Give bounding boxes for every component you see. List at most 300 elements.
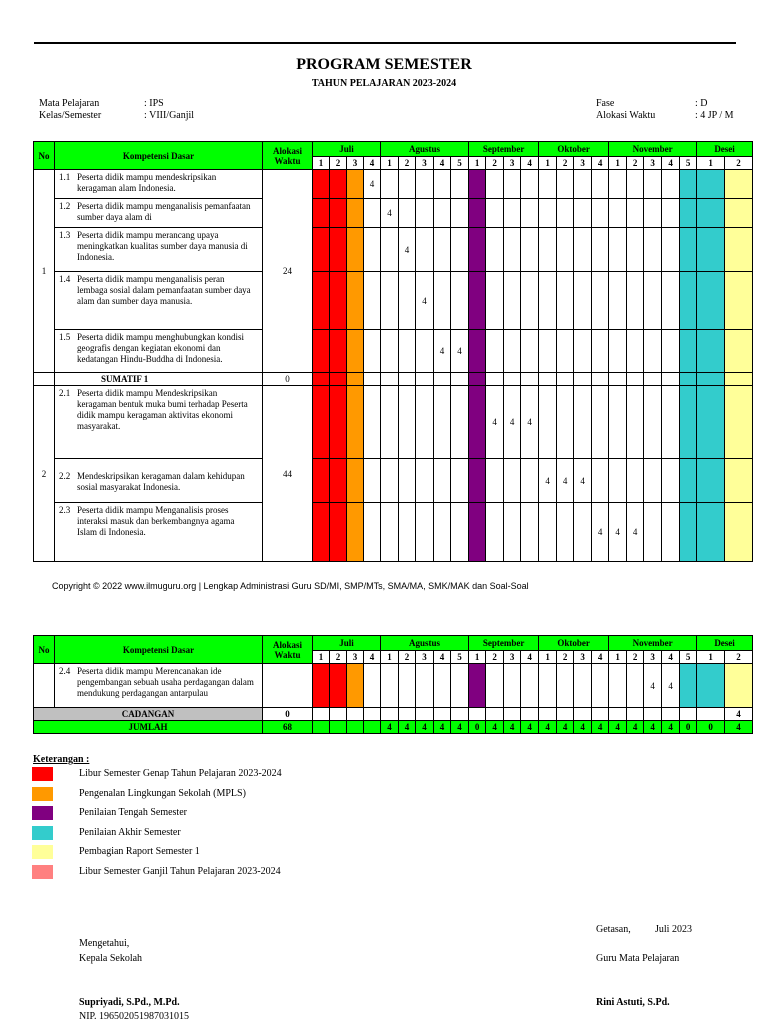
header-week: 2: [557, 157, 574, 170]
week-cell: [486, 272, 504, 330]
week-cell: [697, 228, 725, 272]
week-cell: 4: [662, 664, 680, 708]
week-cell: [330, 503, 347, 562]
week-cell: [592, 330, 609, 373]
header-week: 1: [539, 651, 557, 664]
header-week: 1: [381, 157, 399, 170]
week-cell: [697, 664, 725, 708]
header-week: 2: [725, 651, 753, 664]
week-cell: [486, 170, 504, 199]
table-row: [34, 228, 753, 272]
header-month: September: [469, 142, 539, 157]
week-cell: 4: [451, 330, 469, 373]
week-cell: [609, 459, 627, 503]
week-cell: [680, 664, 697, 708]
header-week: 1: [609, 157, 627, 170]
header-week: 2: [330, 651, 347, 664]
week-cell: [592, 459, 609, 503]
header-week: 4: [521, 157, 539, 170]
week-cell: [697, 373, 725, 386]
week-cell: [486, 199, 504, 228]
program-table-2: [33, 635, 753, 734]
week-cell: [416, 199, 434, 228]
week-cell: [347, 170, 364, 199]
week-cell: [504, 228, 521, 272]
week-cell: [416, 170, 434, 199]
header-month: Juli: [313, 636, 381, 651]
week-cell: [680, 170, 697, 199]
header-week: 5: [680, 157, 697, 170]
week-cell: [662, 386, 680, 459]
week-cell: 4: [592, 503, 609, 562]
sumatif-value: 0: [263, 373, 313, 386]
header-week: 1: [469, 157, 486, 170]
kd-cell: [55, 170, 263, 199]
week-cell: [381, 459, 399, 503]
week-cell: [644, 199, 662, 228]
week-cell: [627, 708, 644, 721]
top-rule: [34, 42, 736, 44]
week-cell: [680, 272, 697, 330]
header-week: 4: [592, 157, 609, 170]
week-cell: [644, 272, 662, 330]
alokasi-value: : 4 JP / M: [695, 110, 734, 121]
week-cell: [434, 170, 451, 199]
jumlah-week: 4: [416, 721, 434, 734]
header-alokasi: Alokasi Waktu: [263, 636, 313, 664]
header-week: 1: [313, 651, 330, 664]
week-cell: [504, 170, 521, 199]
week-cell: [557, 373, 574, 386]
week-cell: [434, 228, 451, 272]
copyright-text: Copyright © 2022 www.ilmuguru.org | Lengkap Administrasi Guru SD/MI, SMP/MTs, SMA/MA, SMK/MAK dan Soal-Soal: [52, 581, 529, 591]
week-cell: [381, 228, 399, 272]
kd-cell: [55, 199, 263, 228]
week-cell: [627, 459, 644, 503]
week-cell: [592, 373, 609, 386]
week-cell: 4: [609, 503, 627, 562]
week-cell: [330, 664, 347, 708]
week-cell: [662, 373, 680, 386]
week-cell: [469, 386, 486, 459]
week-cell: [539, 170, 557, 199]
jumlah-week: 4: [521, 721, 539, 734]
week-cell: [347, 459, 364, 503]
week-cell: [381, 386, 399, 459]
header-week: 3: [504, 157, 521, 170]
week-cell: [416, 228, 434, 272]
jumlah-week: 4: [539, 721, 557, 734]
week-cell: [627, 272, 644, 330]
header-week: 1: [609, 651, 627, 664]
kd-number: 1.1: [59, 172, 71, 182]
week-cell: [330, 373, 347, 386]
legend-swatch: [32, 865, 53, 879]
week-cell: [662, 708, 680, 721]
week-cell: [644, 503, 662, 562]
week-cell: [347, 664, 364, 708]
week-cell: [627, 386, 644, 459]
week-cell: [504, 503, 521, 562]
jumlah-week: 4: [451, 721, 469, 734]
week-cell: [416, 373, 434, 386]
kd-number: 2.3: [59, 505, 71, 515]
header-week: 4: [662, 157, 680, 170]
week-cell: [574, 386, 592, 459]
week-cell: [725, 228, 753, 272]
legend-swatch: [32, 787, 53, 801]
header-week: 1: [313, 157, 330, 170]
week-cell: [347, 272, 364, 330]
week-cell: [399, 330, 416, 373]
week-cell: [609, 228, 627, 272]
legend-label: Pengenalan Lingkungan Sekolah (MPLS): [79, 787, 246, 799]
week-cell: [697, 386, 725, 459]
week-cell: [521, 272, 539, 330]
week-cell: [347, 228, 364, 272]
kd-number: 1.3: [59, 230, 71, 240]
header-row-months: [34, 636, 753, 651]
cadangan-row: [34, 708, 753, 721]
week-cell: [627, 664, 644, 708]
week-cell: 4: [434, 330, 451, 373]
week-cell: [399, 664, 416, 708]
header-no: No: [34, 142, 55, 170]
week-cell: [364, 386, 381, 459]
week-cell: [469, 272, 486, 330]
week-cell: [627, 170, 644, 199]
week-cell: [416, 459, 434, 503]
jumlah-row: [34, 721, 753, 734]
week-cell: [574, 199, 592, 228]
week-cell: [330, 708, 347, 721]
week-cell: [347, 373, 364, 386]
week-cell: [330, 170, 347, 199]
header-week: 3: [347, 651, 364, 664]
page-title: PROGRAM SEMESTER: [296, 56, 472, 73]
header-week: 5: [451, 157, 469, 170]
header-month: November: [609, 636, 697, 651]
header-week: 2: [725, 157, 753, 170]
week-cell: [469, 330, 486, 373]
week-cell: [347, 199, 364, 228]
week-cell: [662, 170, 680, 199]
week-cell: [521, 199, 539, 228]
week-cell: [313, 228, 330, 272]
week-cell: [313, 330, 330, 373]
week-cell: [451, 373, 469, 386]
header-week: 2: [399, 157, 416, 170]
table-row: [34, 199, 753, 228]
week-cell: 4: [644, 664, 662, 708]
header-week: 2: [399, 651, 416, 664]
week-cell: [434, 459, 451, 503]
week-cell: [469, 199, 486, 228]
week-cell: 4: [416, 272, 434, 330]
week-cell: [313, 170, 330, 199]
week-cell: [680, 708, 697, 721]
week-cell: [680, 228, 697, 272]
cadangan-label: CADANGAN: [34, 708, 263, 721]
week-cell: 4: [486, 386, 504, 459]
week-cell: [557, 503, 574, 562]
legend-label: Penilaian Tengah Semester: [79, 807, 187, 818]
table-row: [34, 170, 753, 199]
week-cell: [521, 170, 539, 199]
week-cell: [644, 386, 662, 459]
sumatif-no: [34, 373, 55, 386]
header-week: 4: [592, 651, 609, 664]
week-cell: [469, 373, 486, 386]
week-cell: [539, 272, 557, 330]
week-cell: [399, 708, 416, 721]
header-month: Oktober: [539, 636, 609, 651]
week-cell: [330, 228, 347, 272]
week-cell: [434, 199, 451, 228]
week-cell: [434, 373, 451, 386]
week-cell: [557, 170, 574, 199]
week-cell: [697, 503, 725, 562]
sumatif-row: [34, 373, 753, 386]
week-cell: [592, 199, 609, 228]
week-cell: [627, 373, 644, 386]
kd-text: Mendeskripsikan keragaman dalam kehidupan sosial masyarakat Indonesia.: [77, 470, 245, 492]
legend-title: Keterangan :: [33, 754, 90, 765]
week-cell: [574, 330, 592, 373]
week-cell: [364, 708, 381, 721]
week-cell: [592, 170, 609, 199]
kd-cell: [55, 330, 263, 373]
week-cell: [313, 386, 330, 459]
header-week: 4: [662, 651, 680, 664]
kd-cell: [55, 386, 263, 459]
header-month: September: [469, 636, 539, 651]
week-cell: [399, 459, 416, 503]
table-row: [34, 272, 753, 330]
week-cell: [313, 708, 330, 721]
header-week: 4: [434, 157, 451, 170]
legend-label: Penilaian Akhir Semester: [79, 826, 181, 838]
week-cell: [451, 386, 469, 459]
meta-left: [39, 98, 194, 122]
header-month: Desei: [697, 636, 753, 651]
header-week: 2: [486, 651, 504, 664]
week-cell: [539, 373, 557, 386]
header-week: 2: [330, 157, 347, 170]
week-cell: [627, 228, 644, 272]
week-cell: 4: [504, 386, 521, 459]
kd-cell: [55, 272, 263, 330]
week-cell: [539, 228, 557, 272]
jumlah-week: 4: [609, 721, 627, 734]
header-week: 5: [451, 651, 469, 664]
week-cell: [725, 503, 753, 562]
kepala-name: Supriyadi, S.Pd., M.Pd.: [79, 997, 180, 1008]
week-cell: 4: [364, 170, 381, 199]
jumlah-label: JUMLAH: [34, 721, 263, 734]
week-cell: 4: [521, 386, 539, 459]
week-cell: [451, 170, 469, 199]
week-cell: [539, 330, 557, 373]
jumlah-week: 4: [592, 721, 609, 734]
header-week: 3: [347, 157, 364, 170]
kd-cell: [55, 228, 263, 272]
week-cell: [330, 272, 347, 330]
week-cell: [557, 228, 574, 272]
page-subtitle: TAHUN PELAJARAN 2023-2024: [311, 78, 457, 89]
week-cell: [557, 330, 574, 373]
guru-name: Rini Astuti, S.Pd.: [596, 997, 670, 1008]
week-cell: [609, 664, 627, 708]
fase-label: Fase: [596, 98, 615, 109]
jumlah-week: 4: [557, 721, 574, 734]
kd-number: 2.2: [59, 470, 71, 481]
week-cell: [486, 373, 504, 386]
week-cell: 4: [381, 199, 399, 228]
header-week: 2: [627, 651, 644, 664]
week-cell: [627, 199, 644, 228]
week-cell: [627, 330, 644, 373]
header-week: 4: [521, 651, 539, 664]
week-cell: [592, 708, 609, 721]
week-cell: [486, 459, 504, 503]
week-cell: [521, 664, 539, 708]
header-month: Agustus: [381, 142, 469, 157]
kd-number: 2.1: [59, 388, 71, 398]
alokasi-label: Alokasi Waktu: [596, 110, 656, 121]
legend-label: Pembagian Raport Semester 1: [79, 846, 200, 857]
week-cell: [330, 386, 347, 459]
week-cell: [381, 708, 399, 721]
header-week: 1: [539, 157, 557, 170]
week-cell: [381, 373, 399, 386]
header-week: 3: [644, 651, 662, 664]
jumlah-week: 4: [574, 721, 592, 734]
week-cell: [381, 272, 399, 330]
header-month: Juli: [313, 142, 381, 157]
week-cell: [680, 459, 697, 503]
week-cell: [644, 170, 662, 199]
week-cell: [364, 330, 381, 373]
week-cell: [609, 373, 627, 386]
jumlah-week: 4: [627, 721, 644, 734]
table-row: [34, 503, 753, 562]
week-cell: [557, 199, 574, 228]
week-cell: [662, 228, 680, 272]
mengetahui-text: Mengetahui,: [79, 938, 130, 949]
header-week: 3: [416, 157, 434, 170]
kd-text: Peserta didik mampu merancang upaya meningkatkan kualitas sumber daya manusia di Indonesia.: [77, 230, 248, 262]
week-cell: [697, 459, 725, 503]
group-alokasi: 44: [263, 386, 313, 562]
week-cell: [680, 199, 697, 228]
header-week: 4: [364, 157, 381, 170]
legend-swatch: [32, 845, 53, 859]
week-cell: [504, 459, 521, 503]
week-cell: [469, 228, 486, 272]
sumatif-label: SUMATIF 1: [55, 373, 263, 386]
week-cell: [399, 503, 416, 562]
header-month: Desei: [697, 142, 753, 157]
table-row: [34, 459, 753, 503]
week-cell: [539, 199, 557, 228]
week-cell: [434, 272, 451, 330]
week-cell: [662, 503, 680, 562]
week-cell: [330, 330, 347, 373]
week-cell: [381, 330, 399, 373]
week-cell: [434, 664, 451, 708]
week-cell: [504, 199, 521, 228]
kd-cell: [55, 503, 263, 562]
week-cell: [364, 199, 381, 228]
jumlah-value: 68: [263, 721, 313, 734]
kd-text: Peserta didik mampu Menganalisis proses interaksi masuk dan berkembangnya agama Islam di Indonesia.: [77, 505, 235, 537]
jumlah-week: [347, 721, 364, 734]
week-cell: [725, 373, 753, 386]
week-cell: [486, 664, 504, 708]
week-cell: [416, 330, 434, 373]
week-cell: [313, 503, 330, 562]
week-cell: [399, 272, 416, 330]
header-week: 1: [381, 651, 399, 664]
legend-label: Libur Semester Genap Tahun Pelajaran 2023-2024: [79, 768, 282, 779]
week-cell: [347, 708, 364, 721]
week-cell: [330, 199, 347, 228]
header-week: 1: [697, 651, 725, 664]
jumlah-week: 4: [399, 721, 416, 734]
week-cell: [486, 503, 504, 562]
week-cell: [504, 664, 521, 708]
week-cell: [451, 199, 469, 228]
week-cell: [521, 330, 539, 373]
week-cell: [364, 228, 381, 272]
header-week: 3: [416, 651, 434, 664]
header-week: 1: [469, 651, 486, 664]
week-cell: [662, 199, 680, 228]
week-cell: [521, 373, 539, 386]
week-cell: [416, 503, 434, 562]
week-cell: [504, 373, 521, 386]
week-cell: 4: [627, 503, 644, 562]
jumlah-week: 4: [504, 721, 521, 734]
week-cell: [347, 503, 364, 562]
table-row: [34, 386, 753, 459]
week-cell: [313, 272, 330, 330]
week-cell: [451, 459, 469, 503]
kepala-label: Kepala Sekolah: [79, 953, 143, 964]
week-cell: [381, 503, 399, 562]
week-cell: [451, 664, 469, 708]
week-cell: [574, 373, 592, 386]
week-cell: [592, 228, 609, 272]
week-cell: 4: [539, 459, 557, 503]
week-cell: [364, 664, 381, 708]
week-cell: [574, 272, 592, 330]
week-cell: [680, 373, 697, 386]
week-cell: [592, 386, 609, 459]
header-week: 3: [574, 157, 592, 170]
week-cell: [725, 330, 753, 373]
jumlah-week: 0: [680, 721, 697, 734]
week-cell: [504, 708, 521, 721]
week-cell: [697, 170, 725, 199]
group-no: 1: [34, 170, 55, 373]
week-cell: [725, 664, 753, 708]
week-cell: [486, 228, 504, 272]
table-row: [34, 664, 753, 708]
week-cell: [469, 503, 486, 562]
header-kompetensi: Kompetensi Dasar: [55, 142, 263, 170]
